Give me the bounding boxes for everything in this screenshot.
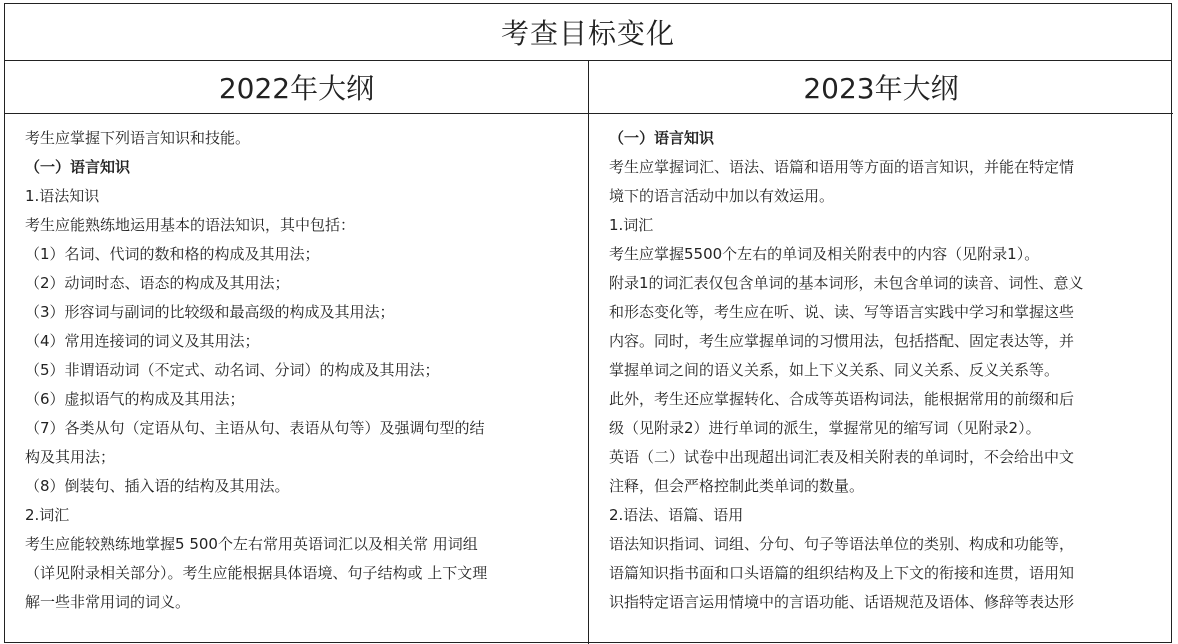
- right-text-line: 附录1的词汇表仅包含单词的基本词形，未包含单词的读音、词性、意义: [609, 274, 1084, 292]
- right-text-line: 级（见附录2）进行单词的派生，掌握常见的缩写词（见附录2）。: [609, 419, 1041, 437]
- left-text-line: （6）虚拟语气的构成及其用法；: [25, 390, 245, 408]
- right-text-line: 注释，但会严格控制此类单词的数量。: [609, 477, 865, 495]
- left-text-line: （3）形容词与副词的比较级和最高级的构成及其用法；: [25, 303, 395, 321]
- left-text-line: （一）语言知识: [25, 158, 131, 176]
- table-title: 考查目标变化: [5, 4, 1171, 61]
- left-text-line: 2.词汇: [25, 506, 70, 524]
- right-text-line: 和形态变化等，考生应在听、说、读、写等语言实践中学习和掌握这些: [609, 303, 1075, 321]
- left-text-line: 1.语法知识: [25, 187, 100, 205]
- right-text-line: 2.语法、语篇、语用: [609, 506, 744, 524]
- column-2022-content: [5, 114, 589, 644]
- left-text-line: （7）各类从句（定语从句、主语从句、表语从句等）及强调句型的结: [25, 419, 485, 437]
- left-text-line: 构及其用法；: [25, 448, 116, 466]
- left-text-line: （2）动词时态、语态的构成及其用法；: [25, 274, 290, 292]
- right-text-line: （一）语言知识: [609, 129, 715, 147]
- right-text-line: 语篇知识指书面和口头语篇的组织结构及上下文的衔接和连贯，语用知: [609, 564, 1075, 582]
- left-text-line: （1）名词、代词的数和格的构成及其用法；: [25, 245, 320, 263]
- comparison-table: [4, 3, 1172, 643]
- right-text-line: 英语（二）试卷中出现超出词汇表及相关附表的单词时，不会给出中文: [609, 448, 1075, 466]
- right-text-line: 语法知识指词、词组、分句、句子等语法单位的类别、构成和功能等，: [609, 535, 1075, 553]
- header-2022: 2022年大纲: [5, 60, 589, 114]
- left-text-line: 解一些非常用词的词义。: [25, 593, 191, 611]
- right-text-line: 内容。同时，考生应掌握单词的习惯用法，包括搭配、固定表达等，并: [609, 332, 1075, 350]
- left-text-line: （8）倒装句、插入语的结构及其用法。: [25, 477, 290, 495]
- right-text-line: 境下的语言活动中加以有效运用。: [609, 187, 835, 205]
- left-text-line: 考生应能较熟练地掌握5 500个左右常用英语词汇以及相关常 用词组: [25, 535, 478, 553]
- left-text-line: （4）常用连接词的词义及其用法；: [25, 332, 260, 350]
- right-text-line: 考生应掌握5500个左右的单词及相关附表中的内容（见附录1）。: [609, 245, 1040, 263]
- right-text-line: 掌握单词之间的语义关系，如上下义关系、同义关系、反义关系等。: [609, 361, 1060, 379]
- right-text-line: 1.词汇: [609, 216, 654, 234]
- left-text-line: （详见附录相关部分）。考生应能根据具体语境、句子结构或 上下文理: [25, 564, 488, 582]
- column-2023-content: [589, 114, 1173, 644]
- right-text-line: 考生应掌握词汇、语法、语篇和语用等方面的语言知识，并能在特定情: [609, 158, 1075, 176]
- right-text-line: 此外，考生还应掌握转化、合成等英语构词法，能根据常用的前缀和后: [609, 390, 1075, 408]
- left-text-line: （5）非谓语动词（不定式、动名词、分词）的构成及其用法；: [25, 361, 440, 379]
- header-2023: 2023年大纲: [589, 60, 1173, 114]
- right-text-line: 识指特定语言运用情境中的言语功能、话语规范及语体、修辞等表达形: [609, 593, 1075, 611]
- left-text-line: 考生应掌握下列语言知识和技能。: [25, 129, 251, 147]
- left-text-line: 考生应能熟练地运用基本的语法知识，其中包括：: [25, 216, 356, 234]
